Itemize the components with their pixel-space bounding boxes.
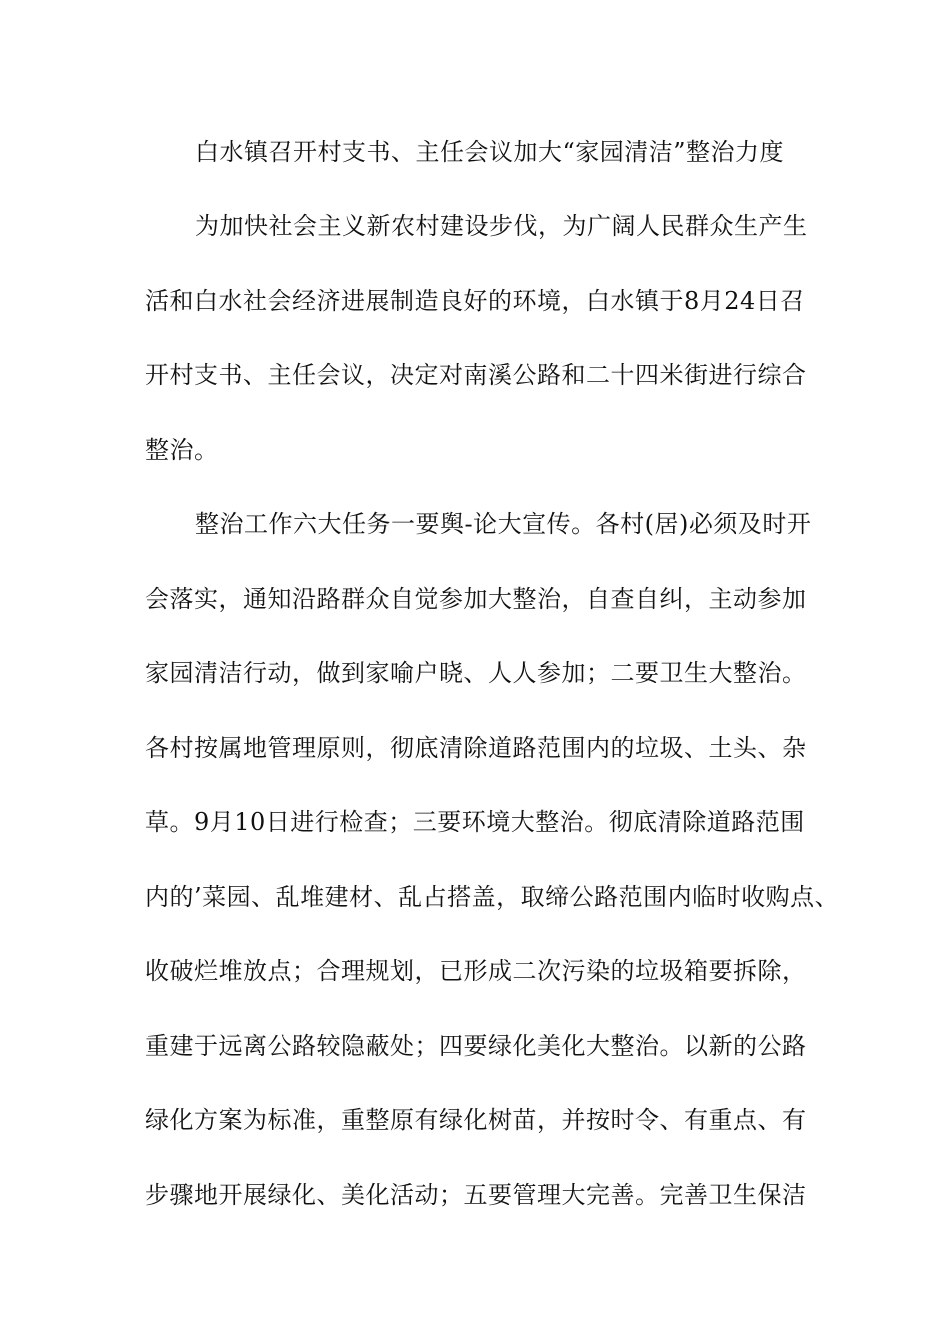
paragraph-line: 步骤地开展绿化、美化活动；五要管理大完善。完善卫生保洁 (145, 1181, 807, 1209)
paragraph-line: 内的’菜园、乱堆建材、乱占搭盖，取缔公路范围内临时收购点、 (145, 883, 840, 911)
paragraph-line: 家园清洁行动，做到家喻户晓、人人参加；二要卫生大整治。 (145, 659, 807, 687)
paragraph-line: 活和白水社会经济进展制造良好的环境，白水镇于8月24日召 (145, 287, 805, 315)
paragraph-line: 开村支书、主任会议，决定对南溪公路和二十四米街进行综合 (145, 361, 807, 389)
paragraph-line: 草。9月10日进行检查；三要环境大整治。彻底清除道路范围 (145, 808, 805, 836)
paragraph-line: 会落实，通知沿路群众自觉参加大整治，自查自纠，主动参加 (145, 585, 807, 613)
paragraph-line: 整治。 (145, 436, 219, 464)
paragraph-line: 各村按属地管理原则，彻底清除道路范围内的垃圾、土头、杂 (145, 734, 807, 762)
paragraph-line: 收破烂堆放点；合理规划，已形成二次污染的垃圾箱要拆除， (145, 957, 807, 985)
document-title: 白水镇召开村支书、主任会议加大“家园清洁”整治力度 (195, 138, 785, 166)
paragraph-line: 绿化方案为标准，重整原有绿化树苗，并按时令、有重点、有 (145, 1106, 807, 1134)
paragraph-line: 为加快社会主义新农村建设步伐，为广阔人民群众生产生 (195, 212, 808, 240)
paragraph-line: 整治工作六大任务一要舆-论大宣传。各村(居)必须及时开 (195, 510, 812, 538)
paragraph-line: 重建于远离公路较隐蔽处；四要绿化美化大整治。以新的公路 (145, 1032, 807, 1060)
